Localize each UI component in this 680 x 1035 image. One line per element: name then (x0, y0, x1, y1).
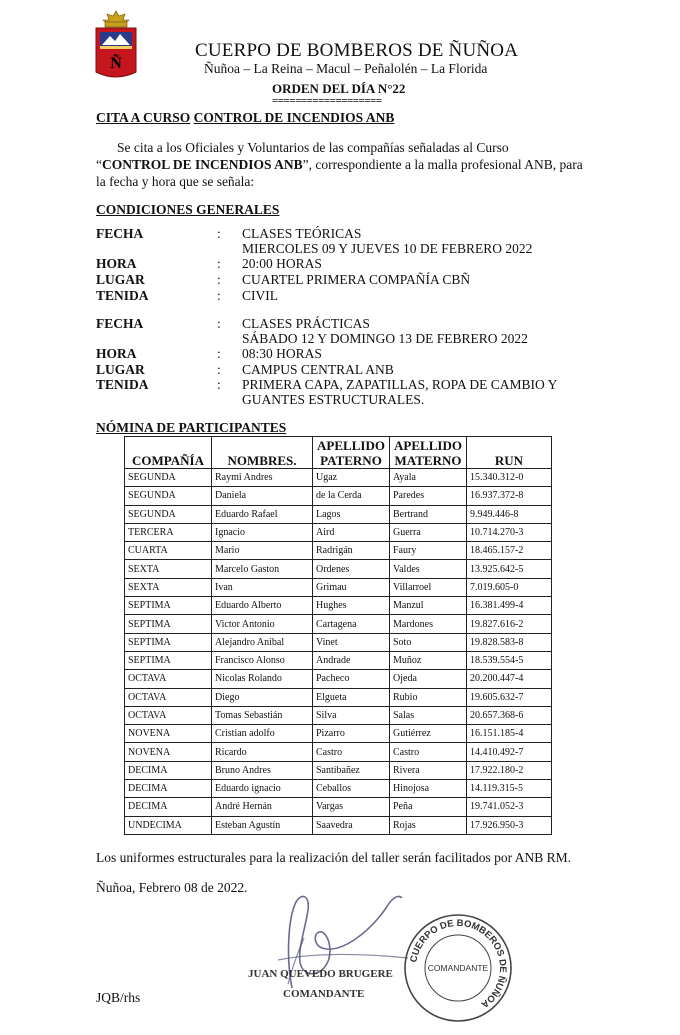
cell-run: 9.949.446-8 (467, 505, 552, 523)
field-value: CAMPUS CENTRAL ANB (242, 362, 394, 377)
cell-run: 17.922.180-2 (467, 761, 552, 779)
table-row (125, 743, 552, 761)
cell-paternal: Cartagena (313, 615, 390, 633)
cell-run: 16.381.499-4 (467, 597, 552, 615)
cell-company: SEPTIMA (125, 597, 212, 615)
uniform-note: Los uniformes estructurales para la realización del taller serán facilitados por ANB RM. (96, 850, 571, 865)
cell-maternal: Ayala (390, 469, 467, 487)
cell-company: OCTAVA (125, 706, 212, 724)
col-names-header: NOMBRES. (212, 437, 313, 469)
cell-paternal: Radrigán (313, 542, 390, 560)
table-row (125, 578, 552, 596)
field-value: CLASES TEÓRICAS MIERCOLES 09 Y JUEVES 10 DE FEBRERO 2022 (242, 226, 533, 256)
cell-paternal: de la Cerda (313, 487, 390, 505)
table-row (125, 615, 552, 633)
participants-title: NÓMINA DE PARTICIPANTES (96, 420, 287, 435)
table-row (125, 523, 552, 541)
cell-maternal: Hinojosa (390, 780, 467, 798)
cell-run: 16.151.185-4 (467, 725, 552, 743)
cell-names: Bruno Andres (212, 761, 313, 779)
cell-maternal: Guerra (390, 523, 467, 541)
table-row (125, 560, 552, 578)
participants-table (124, 436, 552, 835)
cell-run: 7.019.605-0 (467, 578, 552, 596)
field-label: LUGAR (96, 362, 145, 377)
table-row (125, 597, 552, 615)
cell-maternal: Rubio (390, 688, 467, 706)
cell-maternal: Rojas (390, 816, 467, 834)
cell-maternal: Rivera (390, 761, 467, 779)
svg-text:Ñ: Ñ (110, 55, 122, 72)
table-row (125, 761, 552, 779)
cell-names: Mario (212, 542, 313, 560)
cell-paternal: Castro (313, 743, 390, 761)
intro-paragraph (96, 139, 586, 190)
cell-paternal: Ceballos (313, 780, 390, 798)
table-row (125, 651, 552, 669)
field-value: CLASES PRÁCTICAS SÁBADO 12 Y DOMINGO 13 DE FEBRERO 2022 (242, 316, 528, 346)
table-row (125, 487, 552, 505)
signer-name: JUAN QUEVEDO BRUGERE (248, 968, 393, 980)
signer-role: COMANDANTE (283, 988, 365, 1000)
cell-run: 17.926.950-3 (467, 816, 552, 834)
table-row (125, 469, 552, 487)
title-rule: =================== (272, 95, 382, 107)
cell-maternal: Manzul (390, 597, 467, 615)
table-row (125, 706, 552, 724)
cell-maternal: Soto (390, 633, 467, 651)
cell-maternal: Mardones (390, 615, 467, 633)
cell-company: SEXTA (125, 578, 212, 596)
cell-names: Victor Antonio (212, 615, 313, 633)
official-stamp (402, 912, 514, 1024)
cell-company: OCTAVA (125, 670, 212, 688)
cell-paternal: Lagos (313, 505, 390, 523)
cell-maternal: Castro (390, 743, 467, 761)
cell-paternal: Hughes (313, 597, 390, 615)
field-value: PRIMERA CAPA, ZAPATILLAS, ROPA DE CAMBIO Y GUANTES ESTRUCTURALES. (242, 377, 558, 407)
intro-course-name: CONTROL DE INCENDIOS ANB (102, 157, 303, 172)
cell-names: Diego (212, 688, 313, 706)
field-label: FECHA (96, 316, 144, 331)
cell-names: André Hernán (212, 798, 313, 816)
cell-paternal: Andrade (313, 651, 390, 669)
cell-company: OCTAVA (125, 688, 212, 706)
field-value: CIVIL (242, 288, 278, 303)
cell-company: SEGUNDA (125, 487, 212, 505)
cell-names: Eduardo Alberto (212, 597, 313, 615)
svg-text:CUERPO DE BOMBEROS DE ÑUÑOA: CUERPO DE BOMBEROS DE ÑUÑOA (408, 917, 509, 1010)
cell-run: 19.828.583-8 (467, 633, 552, 651)
cell-names: Eduardo Rafael (212, 505, 313, 523)
cell-names: Ricardo (212, 743, 313, 761)
cell-paternal: Aird (313, 523, 390, 541)
cell-run: 16.937.372-8 (467, 487, 552, 505)
cell-company: TERCERA (125, 523, 212, 541)
cell-run: 18.539.554-5 (467, 651, 552, 669)
cell-maternal: Ojeda (390, 670, 467, 688)
cell-company: SEGUNDA (125, 505, 212, 523)
table-row (125, 725, 552, 743)
cell-maternal: Paredes (390, 487, 467, 505)
cell-names: Nicolas Rolando (212, 670, 313, 688)
intro-rest: , correspondiente a la malla profesional ANB, para la fecha y hora que se señala: (96, 157, 583, 189)
table-row (125, 798, 552, 816)
field-value: 08:30 HORAS (242, 346, 322, 361)
cell-names: Ignacio (212, 523, 313, 541)
field-label: TENIDA (96, 288, 149, 303)
cell-names: Daniela (212, 487, 313, 505)
cell-maternal: Faury (390, 542, 467, 560)
cell-names: Francisco Alonso (212, 651, 313, 669)
cell-run: 19.605.632-7 (467, 688, 552, 706)
order-title: ORDEN DEL DÍA N°22 (272, 81, 406, 96)
cell-maternal: Villarroel (390, 578, 467, 596)
field-label: TENIDA (96, 377, 149, 392)
cell-run: 19.827.616-2 (467, 615, 552, 633)
field-value: CUARTEL PRIMERA COMPAÑÍA CBÑ (242, 272, 471, 287)
cell-paternal: Saavedra (313, 816, 390, 834)
reference-initials: JQB/rhs (96, 990, 141, 1005)
cell-company: SEGUNDA (125, 469, 212, 487)
cell-names: Ivan (212, 578, 313, 596)
cell-paternal: Vargas (313, 798, 390, 816)
cell-names: Esteban Agustín (212, 816, 313, 834)
cell-run: 10.714.270-3 (467, 523, 552, 541)
cell-maternal: Gutiérrez (390, 725, 467, 743)
cell-paternal: Grimau (313, 578, 390, 596)
field-label: LUGAR (96, 272, 145, 287)
communes-line: Ñuñoa – La Reina – Macul – Peñalolén – La Florida (204, 61, 488, 76)
col-maternal-header: APELLIDO MATERNO (390, 437, 467, 469)
cell-paternal: Santibañez (313, 761, 390, 779)
svg-text:COMANDANTE: COMANDANTE (427, 963, 489, 973)
subject-course: CONTROL DE INCENDIOS ANB (193, 110, 395, 125)
cell-paternal: Pizarro (313, 725, 390, 743)
cell-company: CUARTA (125, 542, 212, 560)
table-row (125, 688, 552, 706)
fire-department-logo (93, 10, 139, 82)
table-row (125, 542, 552, 560)
col-company-header: COMPAÑÍA (125, 437, 212, 469)
cell-run: 20.200.447-4 (467, 670, 552, 688)
intro-line-2: “CONTROL DE INCENDIOS ANB”, correspondiente a la malla profesional ANB, para la fecha y hora que se señala: (96, 157, 583, 189)
cell-run: 20.657.368-6 (467, 706, 552, 724)
cell-run: 18.465.157-2 (467, 542, 552, 560)
organization-name: CUERPO DE BOMBEROS DE ÑUÑOA (195, 40, 519, 61)
cell-company: DECIMA (125, 761, 212, 779)
cell-company: DECIMA (125, 780, 212, 798)
cell-run: 14.410.492-7 (467, 743, 552, 761)
table-row (125, 816, 552, 834)
conditions-title: CONDICIONES GENERALES (96, 202, 280, 217)
cell-company: NOVENA (125, 725, 212, 743)
cell-names: Cristian adolfo (212, 725, 313, 743)
cell-maternal: Bertrand (390, 505, 467, 523)
cell-paternal: Silva (313, 706, 390, 724)
field-label: FECHA (96, 226, 144, 241)
cell-run: 19.741.052-3 (467, 798, 552, 816)
cell-paternal: Ordenes (313, 560, 390, 578)
cell-names: Raymi Andres (212, 469, 313, 487)
cell-maternal: Peña (390, 798, 467, 816)
col-paternal-header: APELLIDO PATERNO (313, 437, 390, 469)
cell-company: SEXTA (125, 560, 212, 578)
cell-company: DECIMA (125, 798, 212, 816)
cell-run: 13.925.642-5 (467, 560, 552, 578)
cell-paternal: Pacheco (313, 670, 390, 688)
table-row (125, 505, 552, 523)
cell-company: NOVENA (125, 743, 212, 761)
table-header-row (125, 437, 552, 469)
cell-company: SEPTIMA (125, 615, 212, 633)
cell-names: Marcelo Gaston (212, 560, 313, 578)
field-label: HORA (96, 346, 137, 361)
handwritten-signature (258, 888, 418, 998)
cell-company: UNDECIMA (125, 816, 212, 834)
table-row (125, 780, 552, 798)
cell-run: 15.340.312-0 (467, 469, 552, 487)
subject-prefix: CITA A CURSO (96, 110, 191, 125)
table-row (125, 633, 552, 651)
cell-maternal: Muñoz (390, 651, 467, 669)
cell-names: Alejandro Anibal (212, 633, 313, 651)
col-run-header: RUN (467, 437, 552, 469)
subject-line (96, 110, 394, 126)
cell-paternal: Ugaz (313, 469, 390, 487)
cell-company: SEPTIMA (125, 651, 212, 669)
cell-paternal: Elgueta (313, 688, 390, 706)
cell-run: 14.119.315-5 (467, 780, 552, 798)
cell-maternal: Valdes (390, 560, 467, 578)
cell-maternal: Salas (390, 706, 467, 724)
cell-names: Tomas Sebastián (212, 706, 313, 724)
cell-names: Eduardo ignacio (212, 780, 313, 798)
cell-paternal: Vinet (313, 633, 390, 651)
table-row (125, 670, 552, 688)
cell-company: SEPTIMA (125, 633, 212, 651)
field-value: 20:00 HORAS (242, 256, 322, 271)
field-label: HORA (96, 256, 137, 271)
date-line: Ñuñoa, Febrero 08 de 2022. (96, 880, 248, 895)
intro-line-1: Se cita a los Oficiales y Voluntarios de las compañías señaladas al Curso (117, 140, 509, 155)
